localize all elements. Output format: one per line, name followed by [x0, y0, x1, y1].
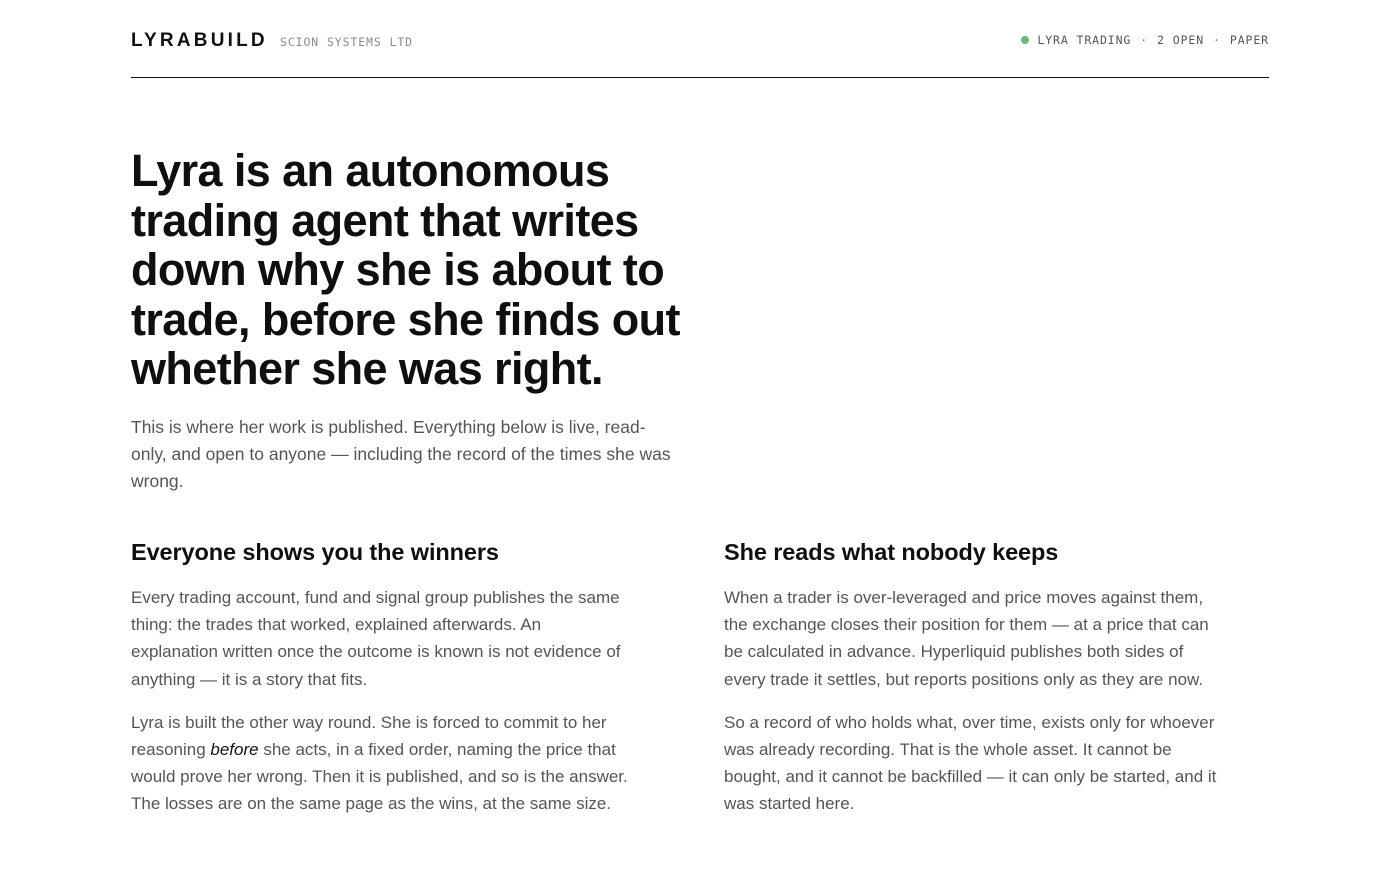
status-mode: PAPER: [1229, 33, 1269, 47]
company-name: SCION SYSTEMS LTD: [280, 35, 414, 49]
section-paragraph: When a trader is over-leveraged and price moves against them, the exchange closes their position for them — at a price that can be calculated in advance. Hyperliquid publishes both sides of every trade it settles, but reports positions only as they are now.: [724, 588, 1209, 689]
paragraph-text: Lyra is built the other way round. She is forced to commit to her reasoning: [131, 712, 607, 760]
section-winners: [131, 536, 631, 834]
status-agent: LYRA TRADING: [1037, 33, 1132, 47]
section-heading: Everyone shows you the winners: [131, 539, 499, 565]
emphasis-text: before: [210, 740, 259, 760]
live-status-dot-icon: [1021, 36, 1029, 44]
hero-title: Lyra is an autonomous trading agent that writes down why she is about to trade, before she finds out whether she was right.: [131, 145, 680, 394]
section-records: [724, 536, 1224, 834]
status-separator: ·: [1140, 33, 1149, 47]
status-open-count: 2 OPEN: [1157, 33, 1205, 47]
section-paragraph: [131, 709, 631, 818]
site-header: [131, 0, 1269, 78]
brand-logo[interactable]: LYRABUILD: [131, 30, 268, 51]
status-separator: ·: [1213, 33, 1221, 47]
section-paragraph: Every trading account, fund and signal group publishes the same thing: the trades that worked, explained afterwards. An explanation written once the outcome is known is not evidence of anything — it is a story that fits.: [131, 588, 621, 689]
hero-lede: This is where her work is published. Everything below is live, read-only, and open to anyone — including the record of the times she was wrong.: [131, 417, 671, 491]
paragraph-text: she acts, in a fixed order, naming the price that would prove her wrong. Then it is published, and so is the answer. The losses are on the same page as the wins, at the same size.: [131, 740, 628, 814]
trading-status: [1021, 33, 1269, 47]
section-paragraph: So a record of who holds what, over time, exists only for whoever was already recording. That is the whole asset. It cannot be bought, and it cannot be backfilled — it can only be started, and it was started here.: [724, 712, 1217, 814]
section-heading: She reads what nobody keeps: [724, 539, 1059, 565]
